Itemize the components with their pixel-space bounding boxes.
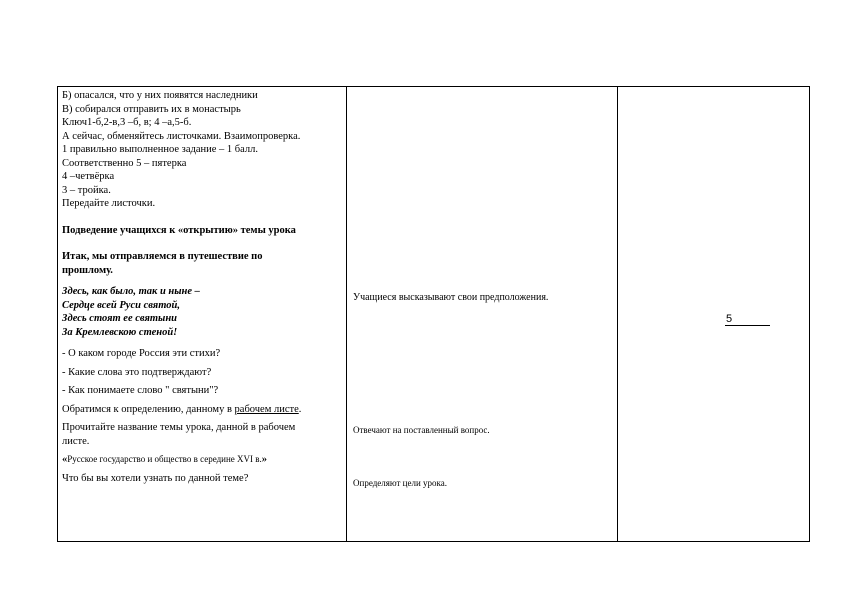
topic-title-line: [62, 453, 342, 467]
close-quote: »: [261, 454, 268, 465]
text-line: Передайте листочки.: [62, 198, 156, 209]
poem-line: Сердце всей Руси святой,: [62, 299, 180, 311]
question-line: - Какие слова это подтверждают?: [62, 366, 212, 378]
teacher-activity-cell: [58, 87, 347, 542]
definition-suffix: .: [298, 403, 302, 415]
score-cell: [618, 87, 810, 542]
grading-rule: 1 правильно выполненное задание – 1 балл.: [62, 144, 258, 155]
poem-line: Здесь, как было, так и ныне –: [62, 286, 200, 297]
question-line: - Как понимаете слово " святыни"?: [62, 385, 219, 396]
text-line: Прочитайте название темы урока, данной в рабочем: [62, 422, 296, 433]
section-heading-line: прошлому.: [62, 264, 113, 276]
student-answer: Отвечают на поставленный вопрос.: [353, 425, 490, 435]
text-line: листе.: [62, 435, 90, 447]
section-heading-line: Итак, мы отправляемся в путешествие по: [62, 251, 263, 262]
poem-line: Здесь стоят ее святыни: [62, 313, 177, 324]
question-line: - О каком городе Россия эти стихи?: [62, 348, 221, 359]
text-line: В) собирался отправить их в монастырь: [62, 103, 241, 115]
section-heading: Подведение учащихся к «открытию» темы урока: [62, 224, 296, 236]
definition-line: [62, 403, 342, 417]
poem-line: За Кремлевскою стеной!: [62, 326, 178, 338]
lesson-plan-table: [57, 86, 810, 542]
definition-prefix: Обратимся к определению, данному в: [62, 403, 235, 415]
grading-rule: Соответственно 5 – пятерка: [62, 157, 187, 169]
open-quote: «: [62, 454, 68, 465]
grading-rule: 3 – тройка.: [62, 184, 111, 196]
student-assumptions: Учащиеся высказывают свои предположения.: [353, 292, 549, 303]
topic-title: Русское государство и общество в середине XVI в.: [67, 454, 262, 464]
student-goals: Определяют цели урока.: [353, 478, 448, 488]
text-line: Б) опасался, что у них появятся наследники: [62, 90, 258, 101]
answer-key: Ключ1-б,2-в,3 –б, в; 4 –а,5-б.: [62, 117, 192, 128]
question-line: Что бы вы хотели узнать по данной теме?: [62, 472, 249, 484]
text-line: А сейчас, обменяйтесь листочками. Взаимопроверка.: [62, 130, 301, 142]
worksheet-link[interactable]: рабочем листе: [234, 403, 299, 415]
grading-rule: 4 –четвёрка: [62, 171, 115, 182]
student-activity-cell: [347, 87, 618, 542]
table-row: [58, 87, 810, 542]
score-value: 5: [725, 313, 770, 326]
